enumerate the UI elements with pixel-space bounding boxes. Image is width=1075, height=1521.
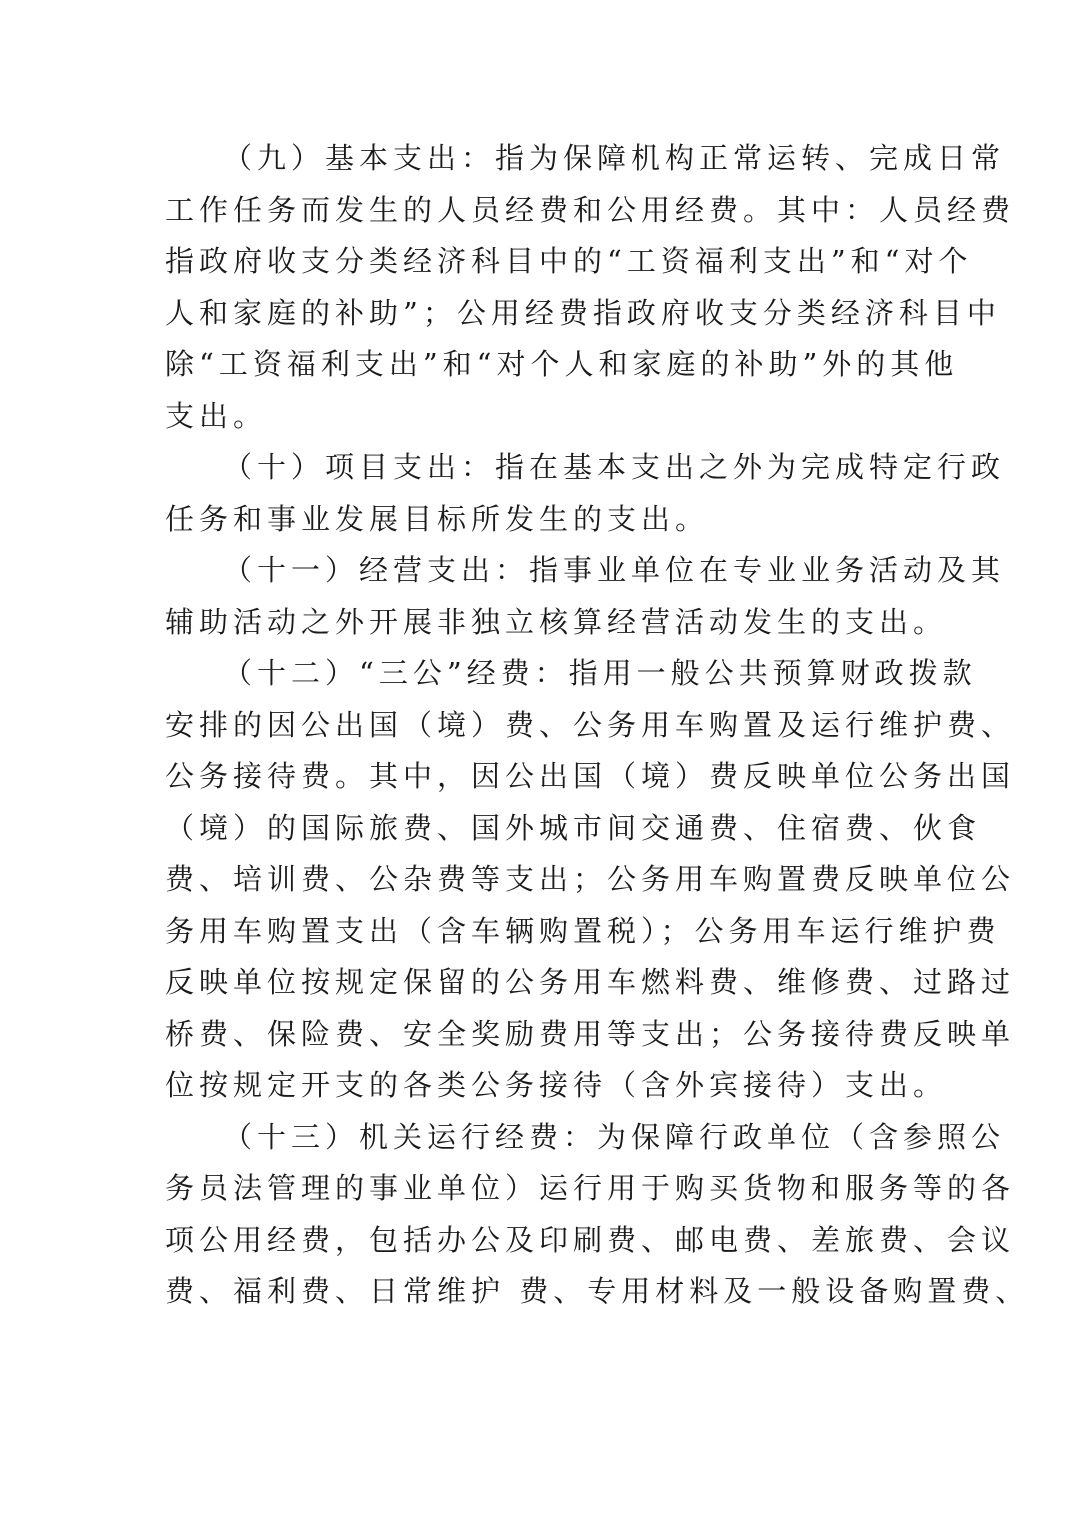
paragraph-operating-expenditure (165, 545, 1006, 648)
text-line: （十三）机关运行经费：为保障行政单位（含参照公 (223, 1119, 1006, 1154)
text-line: （十一）经营支出：指事业单位在专业业务活动及其 (223, 553, 1006, 587)
text-line: 务员法管理的事业单位）运行用于购买货物和服务等的各 (165, 1171, 1016, 1205)
text-line: 费、福利费、日常维护 费、专用材料及一般设备购置费、 (165, 1274, 1030, 1308)
text-line: 任务和事业发展目标所发生的支出。 (165, 501, 710, 536)
text-line: 人和家庭的补助”；公用经费指政府收支分类经济科目中 (165, 295, 1001, 330)
text-line: 桥费、保险费、安全奖励费用等支出；公务接待费反映单 (165, 1016, 1016, 1051)
text-line: 支出。 (165, 398, 268, 433)
text-line: 辅助活动之外开展非独立核算经营活动发生的支出。 (165, 604, 948, 639)
paragraph-agency-operating-funds (165, 1112, 1030, 1318)
text-line: 工作任务而发生的人员经费和公用经费。其中：人员经费 (165, 192, 1016, 227)
text-line: 费、培训费、公杂费等支出；公务用车购置费反映单位公 (165, 862, 1016, 896)
paragraph-basic-expenditure (165, 133, 1016, 442)
text-line: 安排的因公出国（境）费、公务用车购置及运行维护费、 (165, 707, 1016, 742)
text-line: （十）项目支出：指在基本支出之外为完成特定行政 (223, 450, 1006, 484)
text-line: （十二）“三公”经费：指用一般公共预算财政拨款 (223, 656, 977, 690)
text-line: 反映单位按规定保留的公务用车燃料费、维修费、过路过 (165, 965, 1016, 999)
text-line: 务用车购置支出（含车辆购置税）；公务用车运行维护费 (165, 913, 1001, 948)
paragraph-three-public-expenses (165, 648, 1016, 1112)
document-body (165, 133, 1030, 1318)
text-line: 指政府收支分类经济科目中的“工资福利支出”和“对个 (165, 244, 973, 278)
text-line: （境）的国际旅费、国外城市间交通费、住宿费、伙食 (165, 810, 982, 845)
paragraph-project-expenditure (165, 442, 1006, 545)
text-line: 项公用经费，包括办公及印刷费、邮电费、差旅费、会议 (165, 1222, 1016, 1257)
text-line: 除“工资福利支出”和“对个人和家庭的补助”外的其他 (165, 347, 959, 381)
text-line: 位按规定开支的各类公务接待（含外宾接待）支出。 (165, 1068, 948, 1102)
text-line: 公务接待费。其中，因公出国（境）费反映单位公务出国 (165, 759, 1016, 793)
text-line: （九）基本支出：指为保障机构正常运转、完成日常 (223, 141, 1006, 175)
